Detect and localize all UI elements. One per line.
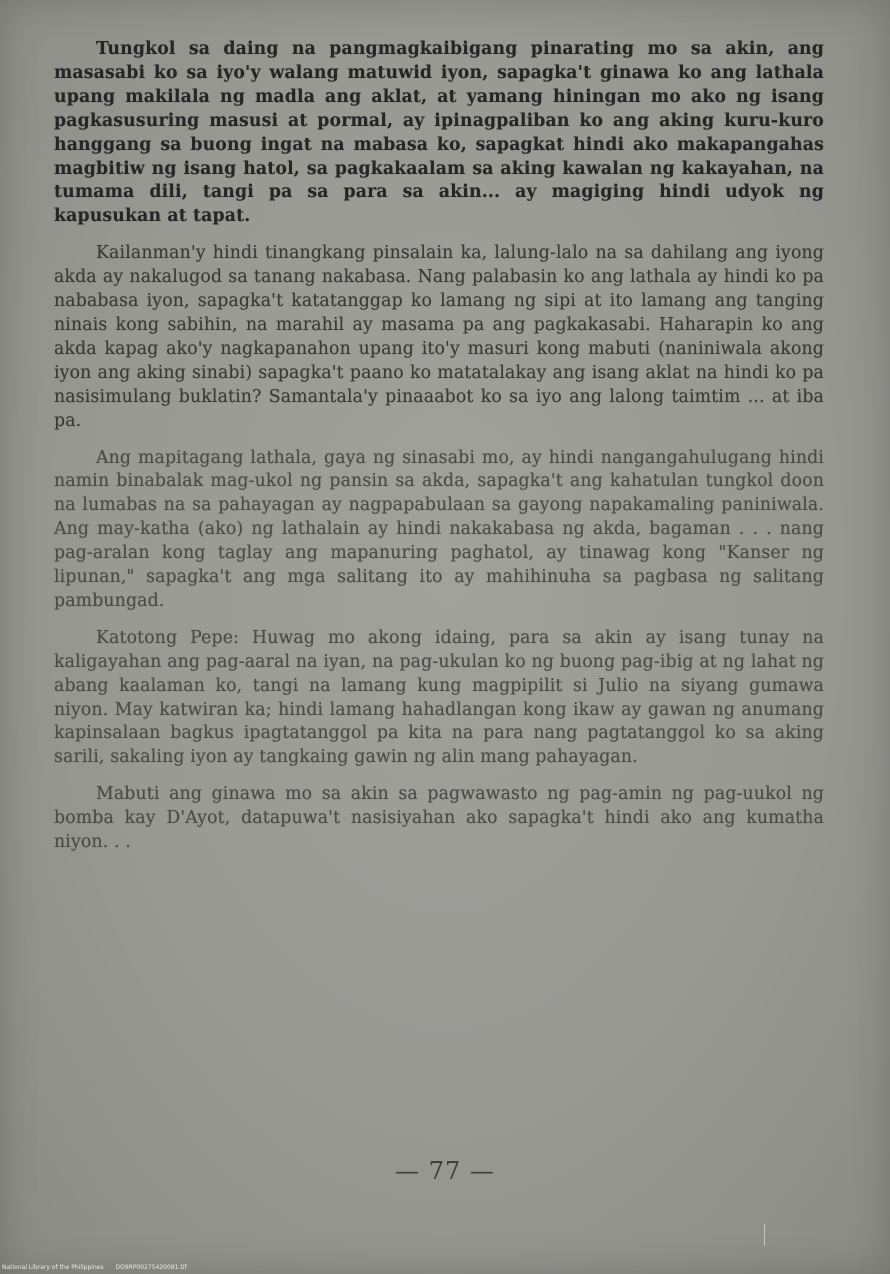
paragraph-4: Katotong Pepe: Huwag mo akong idaing, para sa akin ay isang tunay na kaligayahan ang pag-aaral na iyan, na pag-ukulan ko ng buong pag-ibig at ng lahat ng abang kaalaman ko, tangi na lamang kung magpipilit si Julio na siyang gumawa niyon. May katwiran ka; hindi lamang hahadlangan kong ikaw ay gawan ng anumang kapinsalaan bagkus ipagtatanggol pa kita na para nang pagtatanggol ko sa aking sarili, sakaling iyon ay tangkaing gawin ng alin mang pahayagan. xyxy=(54,627,824,768)
paragraph-1: Tungkol sa daing na pangmagkaibigang pinarating mo sa akin, ang masasabi ko sa iyo'y walang matuwid iyon, sapagka't ginawa ko ang lathala upang makilala ng madla ang aklat, at yamang hiningan mo ako ng isang pagkasusuring masusi at pormal, ay ipinagpaliban ko ang aking kuru-kuro hanggang sa buong ingat na mabasa ko, sapagkat hindi ako makapangahas magbitiw ng isang hatol, sa pagkakaalam sa aking kawalan ng kakayahan, na tumama dili, tangi pa sa para sa akin... ay magiging hindi udyok ng kapusukan at tapat. xyxy=(54,39,824,227)
paragraph-3: Ang mapitagang lathala, gaya ng sinasabi mo, ay hindi nangangahulugang hindi namin binabalak mag-ukol ng pansin sa akda, sapagka't ang kahatulan tungkol doon na lumabas na sa pahayagan ay nagpapabulaan sa gayong napakamaling paniniwala. Ang may-katha (ako) ng lathalain ay hindi nakakabasa ng akda, bagaman . . . nang pag-aralan kong taglay ang mapanuring paghatol, ay tinawag kong "Kanser ng lipunan," sapagka't ang mga salitang ito ay mahihinuha sa pagbasa ng salitang pambungad. xyxy=(54,447,824,611)
paragraph-5: Mabuti ang ginawa mo sa akin sa pagwawasto ng pag-amin ng pag-uukol ng bomba kay D'Ayot, datapuwa't nasisiyahan ako sapagka't hindi ako ang kumatha niyon. . . xyxy=(54,784,824,853)
paragraph-2: Kailanman'y hindi tinangkang pinsalain ka, lalung-lalo na sa dahilang ang iyong akda ay nakalugod sa tanang nakabasa. Nang palabasin ko ang lathala ay hindi ko pa nababasa iyon, sapagka't katatanggap ko lamang ng sipi at ito lamang ang tanging ninais kong sabihin, na marahil ay masama pa ang pagkakasabi. Haharapin ko ang akda kapag ako'y nagkapanahon upang ito'y masuri kong mabuti (naniniwala akong iyon ang aking sinabi) sapagka't paano ko matatalakay ang isang aklat na hindi ko pa nasisimulang buklatin? Samantala'y pinaaabot ko sa iyo ang lalong taimtim ... at iba pa. xyxy=(54,243,824,431)
letter-text-block xyxy=(54,38,824,868)
scan-code: DO9RP00275420091.tif xyxy=(115,1264,187,1271)
footer-credit xyxy=(2,1264,196,1271)
library-credit: National Library of the Philippines xyxy=(2,1264,104,1271)
page-number: — 77 — xyxy=(395,1157,495,1185)
scan-edge-mark xyxy=(764,1224,765,1246)
